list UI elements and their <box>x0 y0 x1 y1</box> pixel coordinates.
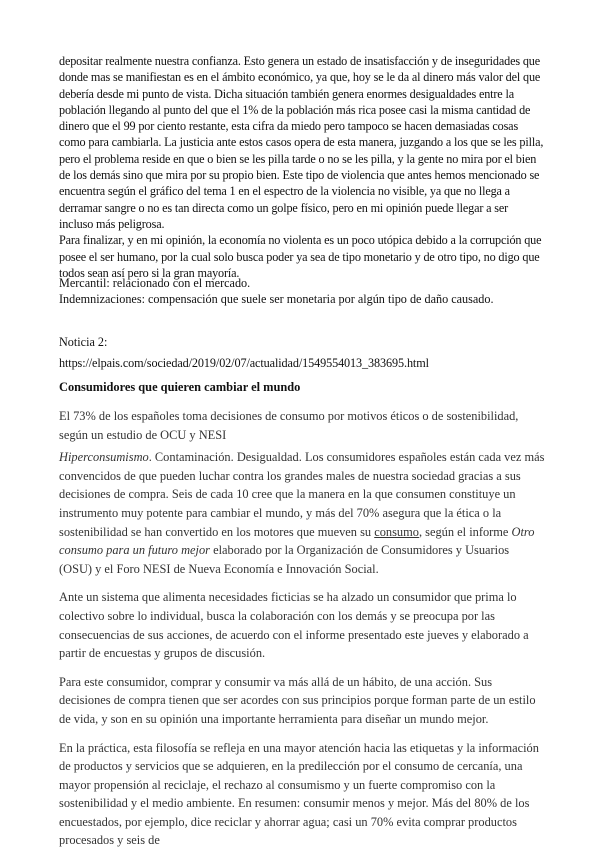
article-subtitle: El 73% de los españoles toma decisiones de consumo por motivos éticos o de sostenibilidad, según un estudio de OCU y NESI <box>59 409 519 442</box>
paragraph-text: . Contaminación. Desigualdad. Los consumidores españoles están cada vez más convencidos de que pueden luchar contra los grandes males de nuestra sociedad gracias a sus decisiones de compra. Seis de cada 10 cree que la manera en la que consumen constituye un instrumento muy potente para cambiar el mundo, y más del 70% asegura que la ética o la sostenibilidad se han convertido en los motores que mueven su <box>59 450 545 539</box>
article-body <box>59 407 545 860</box>
intro-section <box>59 53 545 281</box>
definitions-section <box>59 275 545 308</box>
conclusion-paragraph: Para finalizar, y en mi opinión, la economía no violenta es un poco utópica debido a la corrupción que posee el ser humano, por la cual solo busca poder ya sea de tipo monetario y de otro tipo, no digo que todos sean así pero si la gran mayoría. <box>59 233 542 280</box>
article-paragraph: Para este consumidor, comprar y consumir va más allá de un hábito, de una acción. Sus decisiones de compra tienen que ser acordes con sus principios porque forman parte de un estilo de vida, y son en su opinión una importante herramienta para diseñar un mundo mejor. <box>59 674 536 726</box>
definition-indemnizaciones: Indemnizaciones: compensación que suele ser monetaria por algún tipo de daño causado. <box>59 292 494 307</box>
consumo-link[interactable]: consumo <box>374 524 419 539</box>
article-url[interactable]: https://elpais.com/sociedad/2019/02/07/actualidad/1549554013_383695.html <box>59 356 429 370</box>
paragraph-text: , según el informe <box>418 524 512 539</box>
paragraph-text: elaborado por la Organización de Consumidores y Usuarios (OSU) y el Foro NESI de Nueva Economía e Innovación Social. <box>59 543 510 576</box>
article-paragraph: Ante un sistema que alimenta necesidades ficticias se ha alzado un consumidor que prima lo colectivo sobre lo individual, busca la colaboración con los demás y se preocupa por las consecuencias de sus acciones, de acuerdo con el informe presentado este jueves y elaborado a partir de encuestas y grupos de discusión. <box>59 590 529 661</box>
report-title: Otro consumo para un futuro mejor <box>59 524 535 558</box>
definition-mercantil: Mercantil: relacionado con el mercado. <box>59 276 251 290</box>
italic-term: Hiperconsumismo <box>59 450 149 465</box>
intro-paragraph: depositar realmente nuestra confianza. Esto genera un estado de insatisfacción y de inseguridades que donde mas se manifiestan es en el ámbito económico, ya que, hoy se le da al dinero más valor del que debería desde mi punto de vista. Dicha situación también genera enormes desigualdades entre la población llegando al punto del que el 1% de la población más rica posee casi la misma cantidad de dinero que el 99 por ciento restante, esta cifra da miedo pero tampoco se hacen demasiadas cosas como para cambiarla. La justicia ante estos casos opera de esta manera, juzgando a los que se les pilla, pero el problema reside en que o bien se les pilla tarde o no se les pilla, y la gente no mira por el bien de los demás sino que mira por su propio bien. Este tipo de violencia que antes hemos mencionado se encuentra según el gráfico del tema 1 en el espectro de la violencia no visible, ya que no llega a derramar sangre o no es tan directa como un golpe físico, pero en mi opinión puede llegar a ser incluso más peligrosa. <box>59 54 544 231</box>
article-paragraph <box>59 448 545 578</box>
article-paragraph: En la práctica, esta filosofía se refleja en una mayor atención hacia las etiquetas y la información de productos y servicios que se adquieren, en la predilección por el consumo de cercanía, una mayor propensión al reciclaje, el rechazo al consumismo y un fuerte compromiso con la sostenibilidad y el medio ambiente. En resumen: consumir menos y mejor. Más del 80% de los encuestados, por ejemplo, dice reciclar y ahorrar agua; casi un 70% evita comprar productos procesados y seis de <box>59 740 539 848</box>
article-headline: Consumidores que quieren cambiar el mundo <box>59 380 301 394</box>
noticia-label: Noticia 2: <box>59 335 108 349</box>
